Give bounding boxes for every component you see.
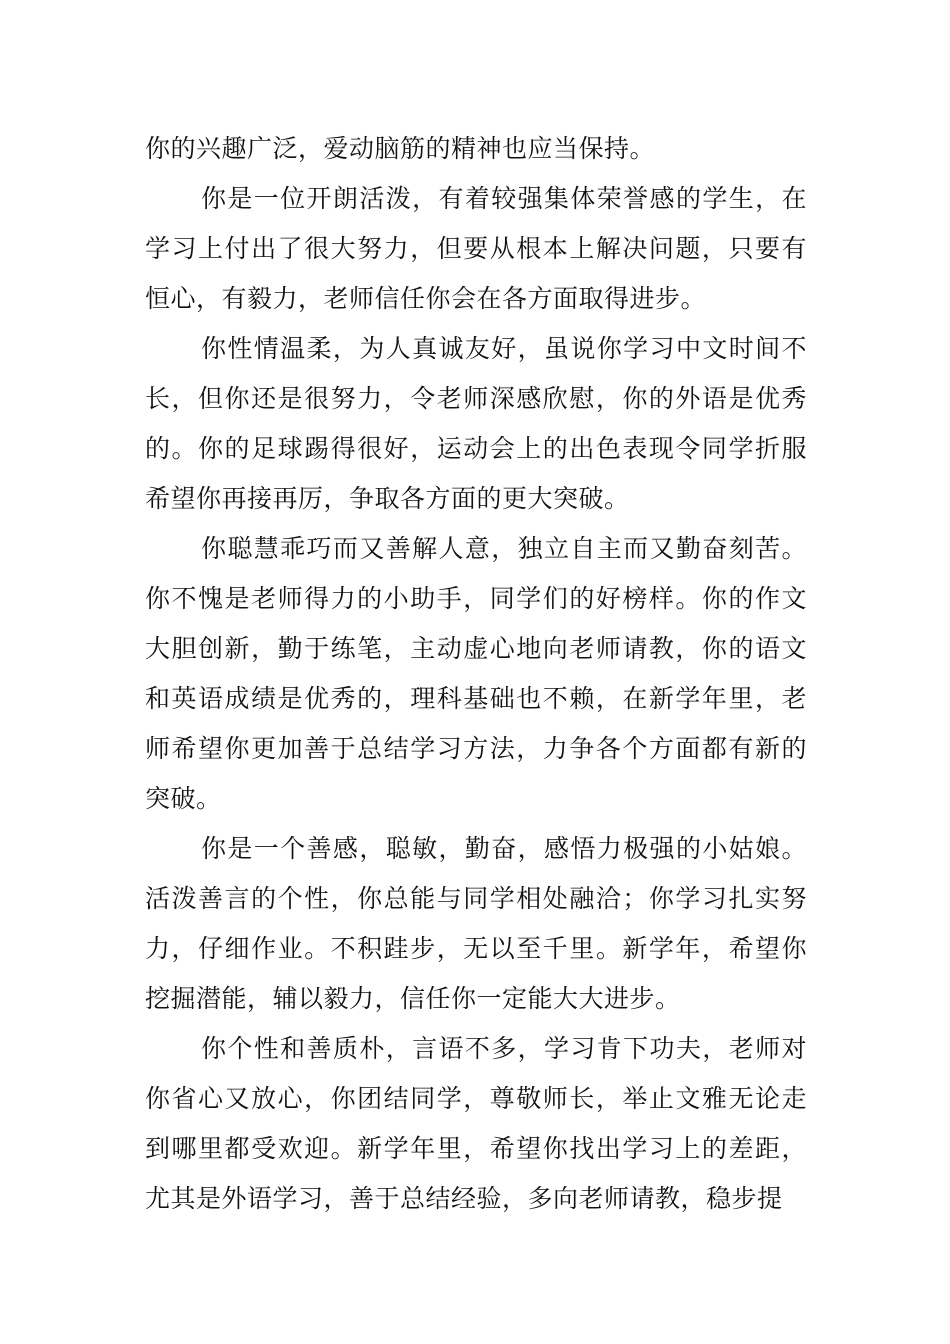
paragraph-4: 你聪慧乖巧而又善解人意，独立自主而又勤奋刻苦。你不愧是老师得力的小助手，同学们的好榜样。你的作文大胆创新，勤于练笔，主动虚心地向老师请教，你的语文和英语成绩是优秀的，理科基础也不赖，在新学年里，老师希望你更加善于总结学习方法，力争各个方面都有新的突破。	[145, 534, 807, 813]
paragraph-2: 你是一位开朗活泼，有着较强集体荣誉感的学生，在学习上付出了很大努力，但要从根本上解决问题，只要有恒心，有毅力，老师信任你会在各方面取得进步。	[145, 184, 807, 313]
paragraph-5: 你是一个善感，聪敏，勤奋，感悟力极强的小姑娘。活泼善言的个性，你总能与同学相处融洽；你学习扎实努力，仔细作业。不积跬步，无以至千里。新学年，希望你挖掘潜能，辅以毅力，信任你一定能大大进步。	[145, 834, 807, 1013]
document-page	[145, 124, 807, 1224]
paragraph-1: 你的兴趣广泛，爱动脑筋的精神也应当保持。	[145, 134, 656, 163]
paragraph-6: 你个性和善质朴，言语不多，学习肯下功夫，老师对你省心又放心，你团结同学，尊敬师长，举止文雅无论走到哪里都受欢迎。新学年里，希望你找出学习上的差距，尤其是外语学习，善于总结经验，多向老师请教，稳步提	[145, 1034, 807, 1213]
paragraph-3: 你性情温柔，为人真诚友好，虽说你学习中文时间不长，但你还是很努力，令老师深感欣慰，你的外语是优秀的。你的足球踢得很好，运动会上的出色表现令同学折服希望你再接再厉，争取各方面的更大突破。	[145, 334, 807, 513]
